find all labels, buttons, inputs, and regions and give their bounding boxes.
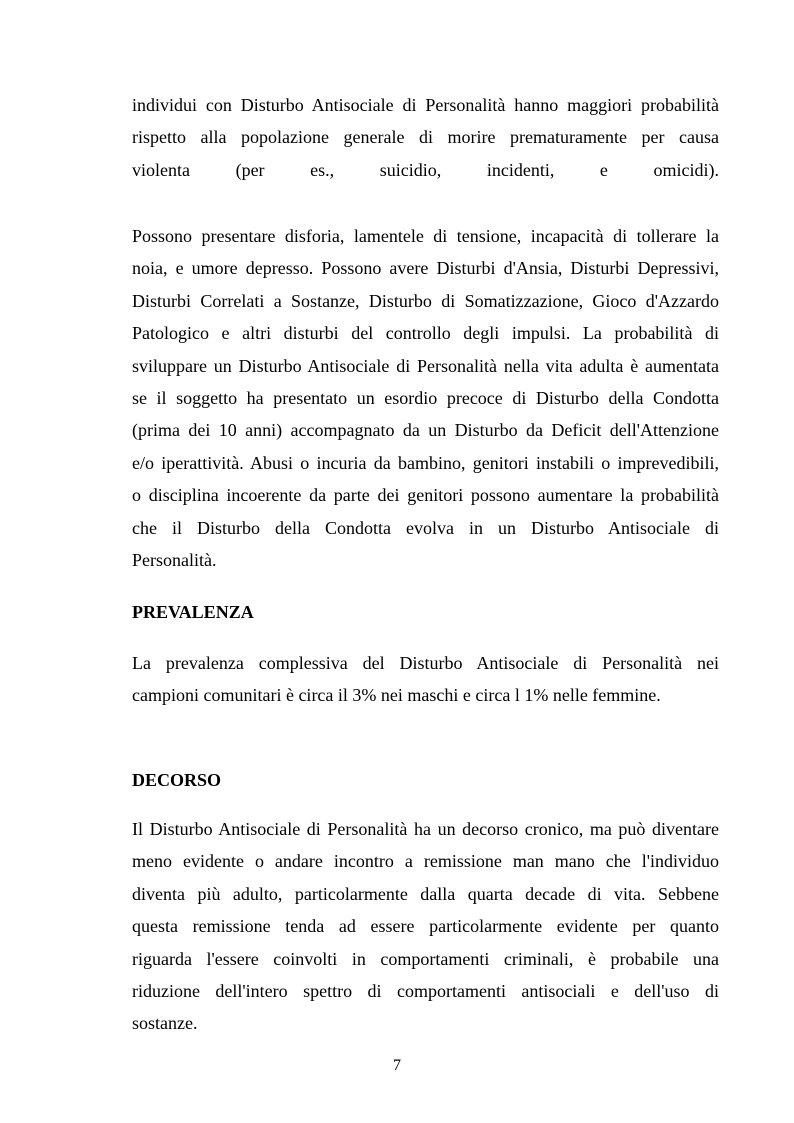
text-line: questa remissione tenda ad essere particolarmente evidente per quanto xyxy=(132,916,719,937)
text-line: campioni comunitari è circa il 3% nei maschi e circa l 1% nelle femmine. xyxy=(132,685,661,706)
text-line: La prevalenza complessiva del Disturbo Antisociale di Personalità nei xyxy=(132,653,719,673)
text-line: sviluppare un Disturbo Antisociale di Personalità nella vita adulta è aumentata xyxy=(132,355,719,376)
text-line: violenta (per es., suicidio, incidenti, e omicidi). xyxy=(132,159,719,180)
paragraph-prevalenza xyxy=(132,647,719,712)
text-line: che il Disturbo della Condotta evolva in un Disturbo Antisociale di xyxy=(132,517,719,538)
section-heading-prevalenza: PREVALENZA xyxy=(132,602,254,622)
text-line: noia, e umore depresso. Possono avere Disturbi d'Ansia, Disturbi Depressivi, xyxy=(132,258,719,279)
text-line: Personalità. xyxy=(132,549,217,570)
paragraph-features xyxy=(132,220,719,576)
text-line: o disciplina incoerente da parte dei genitori possono aumentare la probabilità xyxy=(132,485,719,506)
text-line: Possono presentare disforia, lamentele di tensione, incapacità di tollerare la xyxy=(132,226,719,246)
text-line: e/o iperattività. Abusi o incuria da bambino, genitori instabili o imprevedibili, xyxy=(132,452,719,473)
text-line: diventa più adulto, particolarmente dalla quarta decade di vita. Sebbene xyxy=(132,883,719,904)
text-line: Il Disturbo Antisociale di Personalità ha un decorso cronico, ma può diventare xyxy=(132,819,719,839)
paragraph-intro xyxy=(132,89,719,186)
text-line: rispetto alla popolazione generale di morire prematuramente per causa xyxy=(132,127,719,148)
text-line: (prima dei 10 anni) accompagnato da un Disturbo da Deficit dell'Attenzione xyxy=(132,420,719,441)
text-line: Patologico e altri disturbi del controllo degli impulsi. La probabilità di xyxy=(132,323,719,344)
text-line: Disturbi Correlati a Sostanze, Disturbo di Somatizzazione, Gioco d'Azzardo xyxy=(132,290,719,311)
page-number: 7 xyxy=(393,1057,401,1074)
paragraph-decorso xyxy=(132,813,719,1040)
section-heading-decorso: DECORSO xyxy=(132,770,222,790)
text-line: se il soggetto ha presentato un esordio precoce di Disturbo della Condotta xyxy=(132,387,719,408)
text-line: riduzione dell'intero spettro di comportamenti antisociali e dell'uso di xyxy=(132,980,719,1001)
text-line: individui con Disturbo Antisociale di Personalità hanno maggiori probabilità xyxy=(132,95,719,115)
text-line: riguarda l'essere coinvolti in comportamenti criminali, è probabile una xyxy=(132,948,719,969)
text-line: sostanze. xyxy=(132,1013,198,1034)
text-line: meno evidente o andare incontro a remissione man mano che l'individuo xyxy=(132,851,719,872)
